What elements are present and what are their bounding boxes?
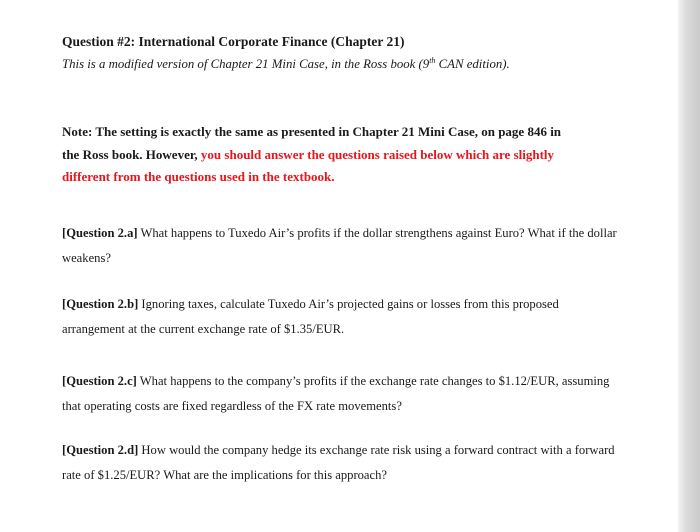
question-tag: [Question 2.d] — [62, 443, 139, 457]
question-2d — [62, 438, 618, 488]
question-2c — [62, 369, 618, 419]
subtitle-superscript: th — [429, 56, 436, 65]
question-tag: [Question 2.b] — [62, 297, 139, 311]
question-tag: [Question 2.a] — [62, 226, 138, 240]
note-line-2: the Ross book. However, — [62, 146, 201, 162]
subtitle-text: This is a modified version of Chapter 21 Mini Case, in the Ross book (9 — [62, 57, 430, 71]
question-2a — [62, 221, 618, 271]
question-title: Question #2: International Corporate Finance (Chapter 21) — [62, 34, 405, 49]
page-edge-shadow — [678, 0, 700, 532]
question-text: How would the company hedge its exchange rate risk using a forward contract with a forward rate of $1.25/EUR? What are the implications for this approach? — [62, 443, 615, 482]
question-text: Ignoring taxes, calculate Tuxedo Air’s projected gains or losses from this proposed arrangement at the current exchange rate of $1.35/EUR. — [62, 297, 559, 336]
note-line-1: Note: The setting is exactly the same as presented in Chapter 21 Mini Case, on page 846 in — [62, 124, 562, 139]
question-tag: [Question 2.c] — [62, 374, 137, 388]
note-highlight-line-2: you should answer the questions raised below which are slightly — [200, 146, 555, 162]
note-highlight-line-3: different from the questions used in the textbook. — [62, 169, 335, 184]
question-text: What happens to the company’s profits if the exchange rate changes to $1.12/EUR, assuming that operating costs are fixed regardless of the FX rate movements? — [62, 374, 610, 413]
note-paragraph — [62, 121, 618, 189]
subtitle-text-end: CAN edition). — [435, 57, 510, 71]
question-text: What happens to Tuxedo Air’s profits if the dollar strengthens against Euro? What if the dollar weakens? — [62, 226, 617, 265]
question-2b — [62, 292, 618, 342]
question-subtitle — [62, 57, 510, 72]
